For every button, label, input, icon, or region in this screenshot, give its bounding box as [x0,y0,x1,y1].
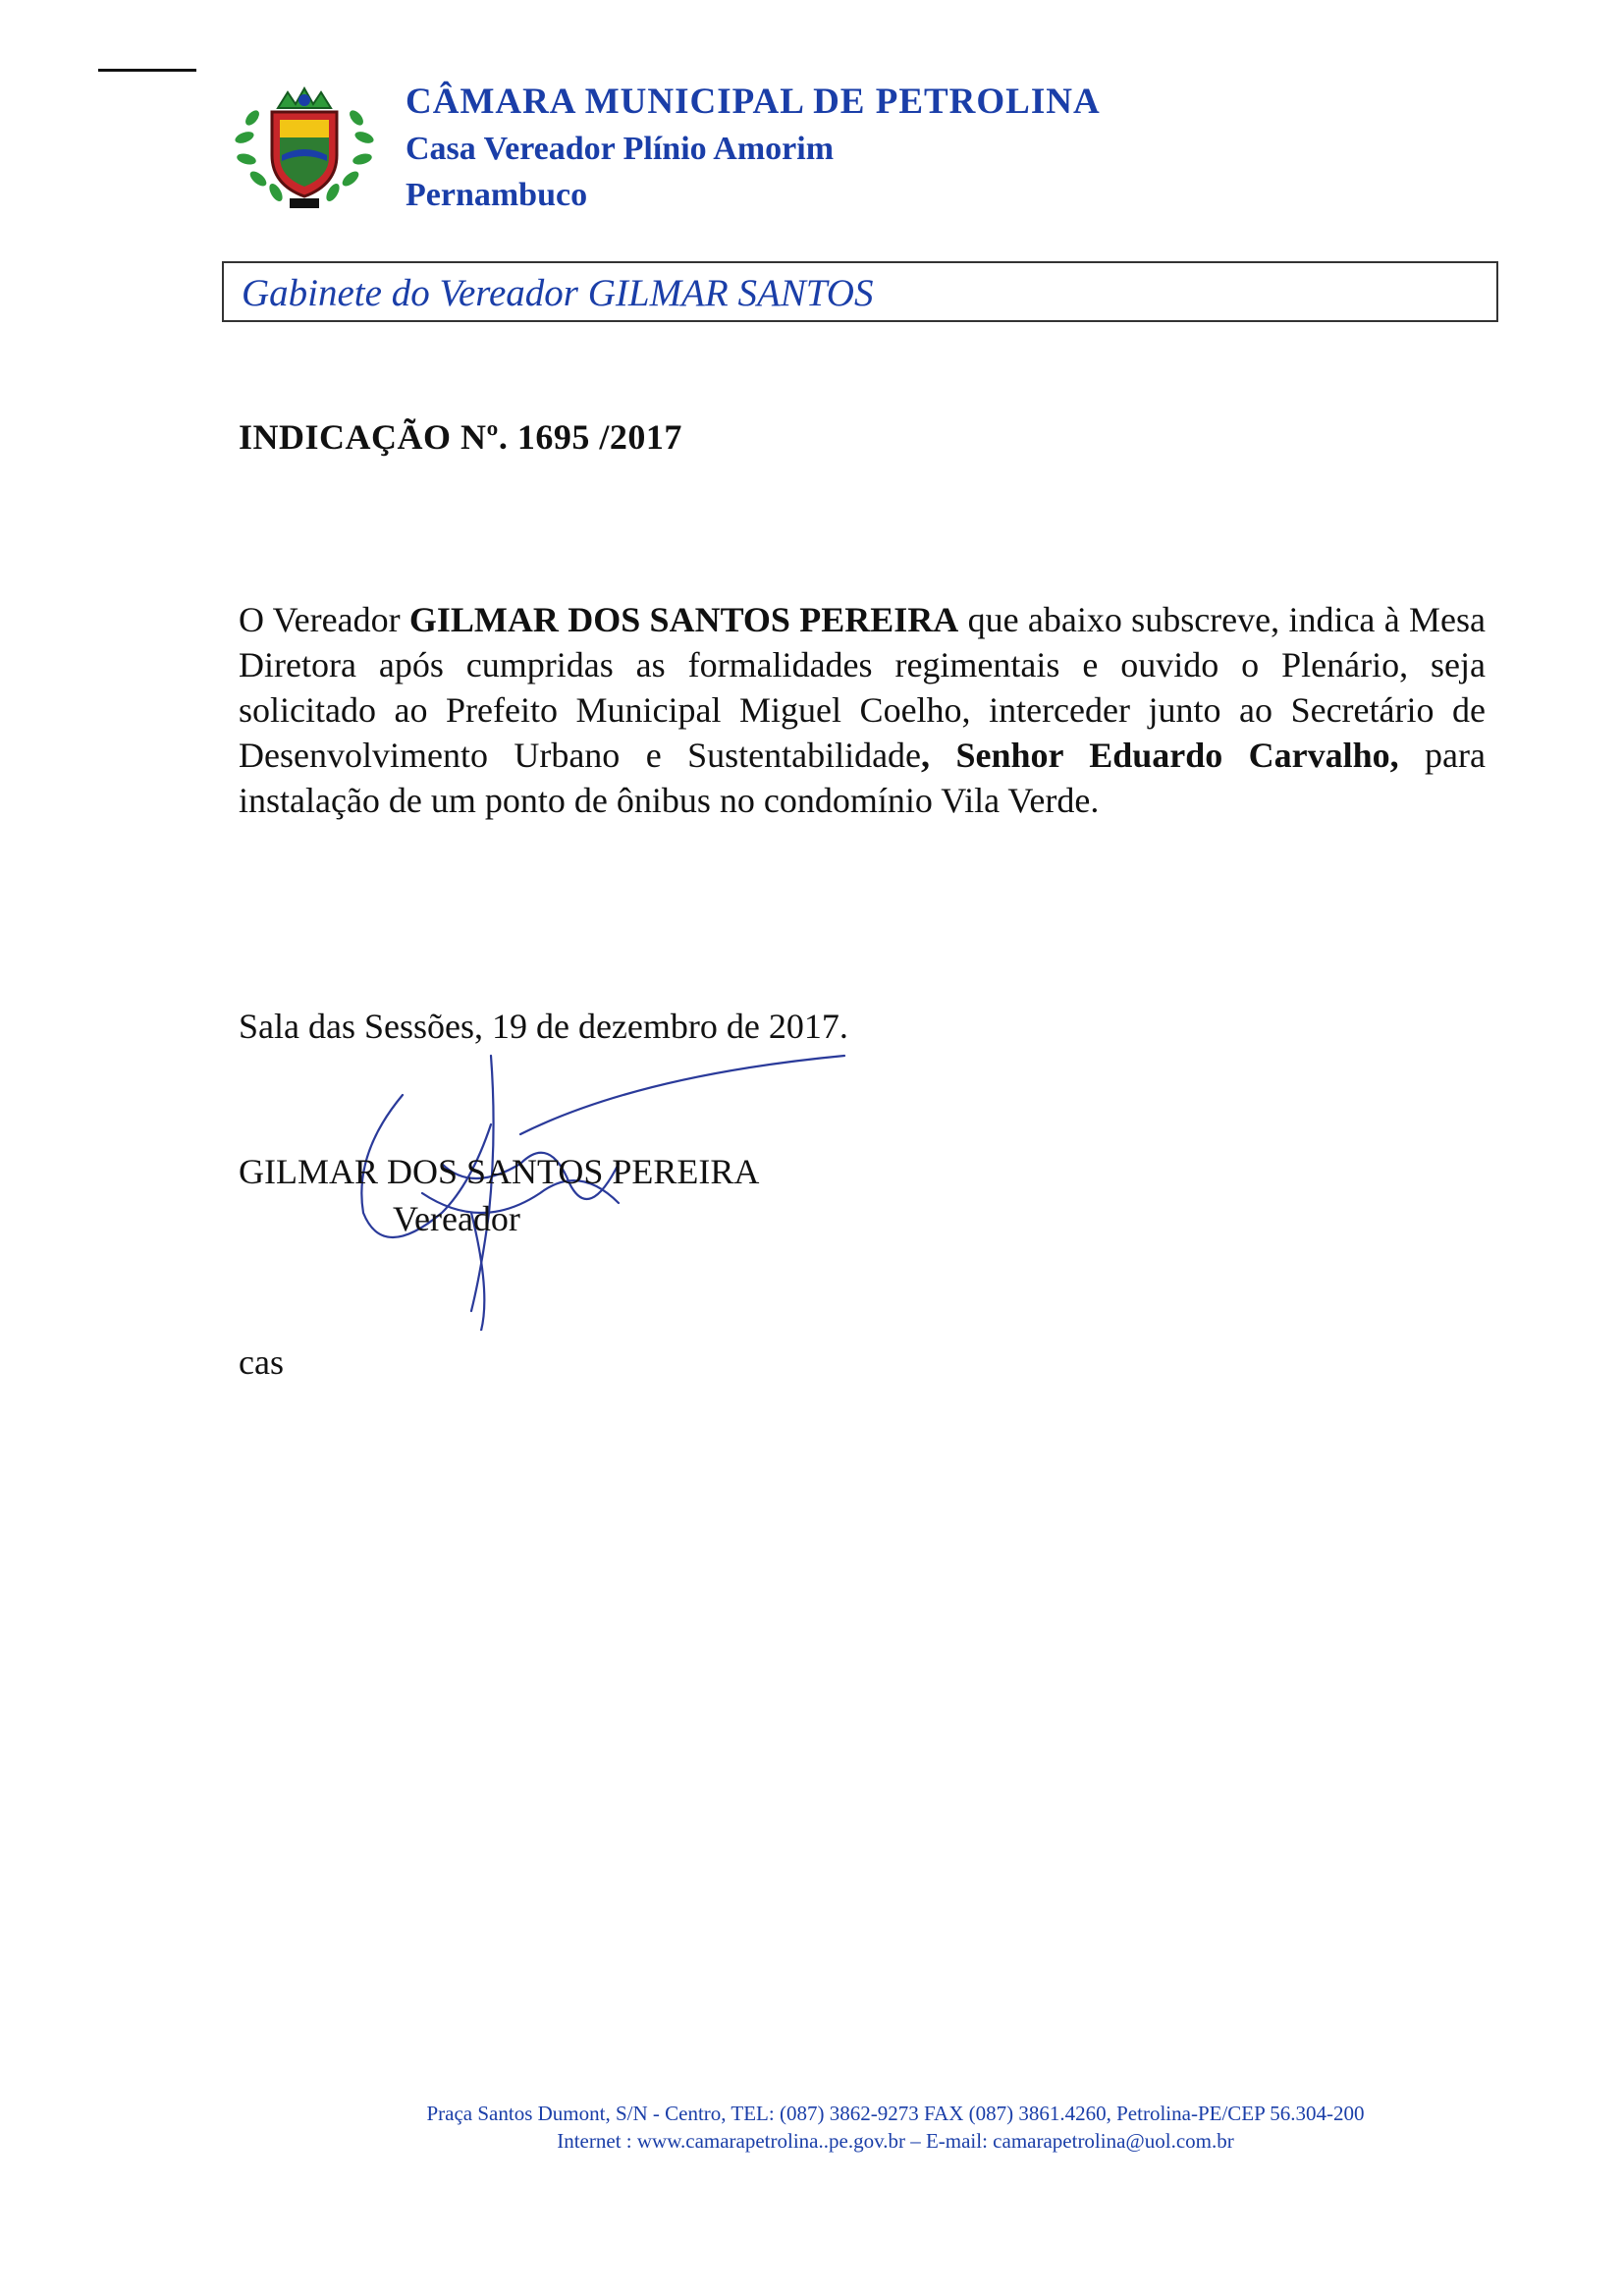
footer-web: Internet : www.camarapetrolina..pe.gov.br – E-mail: camarapetrolina@uol.com.br [557,2129,1234,2153]
body-separator: , [921,736,956,775]
cabinet-banner [222,261,1498,322]
body-paragraph [239,597,1486,823]
body-text-1: O Vereador [239,600,409,639]
house-name: Casa Vereador Plínio Amorim [406,131,835,167]
state-name: Pernambuco [406,177,588,213]
body-text-2: que abaixo subscreve, indica à Mesa Diretora após cumpridas as formalidades regimentais e ouvido o Plenário, seja solicitado ao Prefeito Municipal Miguel Coelho, interceder junto ao Secretário de Desenvolvimento Urbano e Sustentabilidade [239,600,1486,775]
councilor-name-bold: GILMAR DOS SANTOS PEREIRA [408,600,959,639]
top-left-mark [98,69,196,72]
cabinet-title: Gabinete do Vereador GILMAR SANTOS [242,272,874,314]
session-date: Sala das Sessões, 19 de dezembro de 2017. [239,1007,848,1046]
city-crest-icon [231,79,378,216]
institution-name: CÂMARA MUNICIPAL DE PETROLINA [406,82,1101,122]
footer-address [0,2100,1624,2155]
document-title: INDICAÇÃO Nº. 1695 /2017 [239,417,682,457]
official-name-bold: Senhor Eduardo Carvalho, [955,736,1399,775]
signatory-name: GILMAR DOS SANTOS PEREIRA [239,1152,760,1191]
letterhead-text [406,79,1101,219]
signatory-role: Vereador [393,1199,520,1238]
typist-initials: cas [239,1342,284,1382]
footer-contact: Praça Santos Dumont, S/N - Centro, TEL: (087) 3862-9273 FAX (087) 3861.4260, Petrolina-PE/CEP 56.304-200 [426,2102,1365,2125]
body-text-3: para instalação de um ponto de ônibus no condomínio Vila Verde. [239,736,1486,820]
letterhead [231,79,1507,216]
